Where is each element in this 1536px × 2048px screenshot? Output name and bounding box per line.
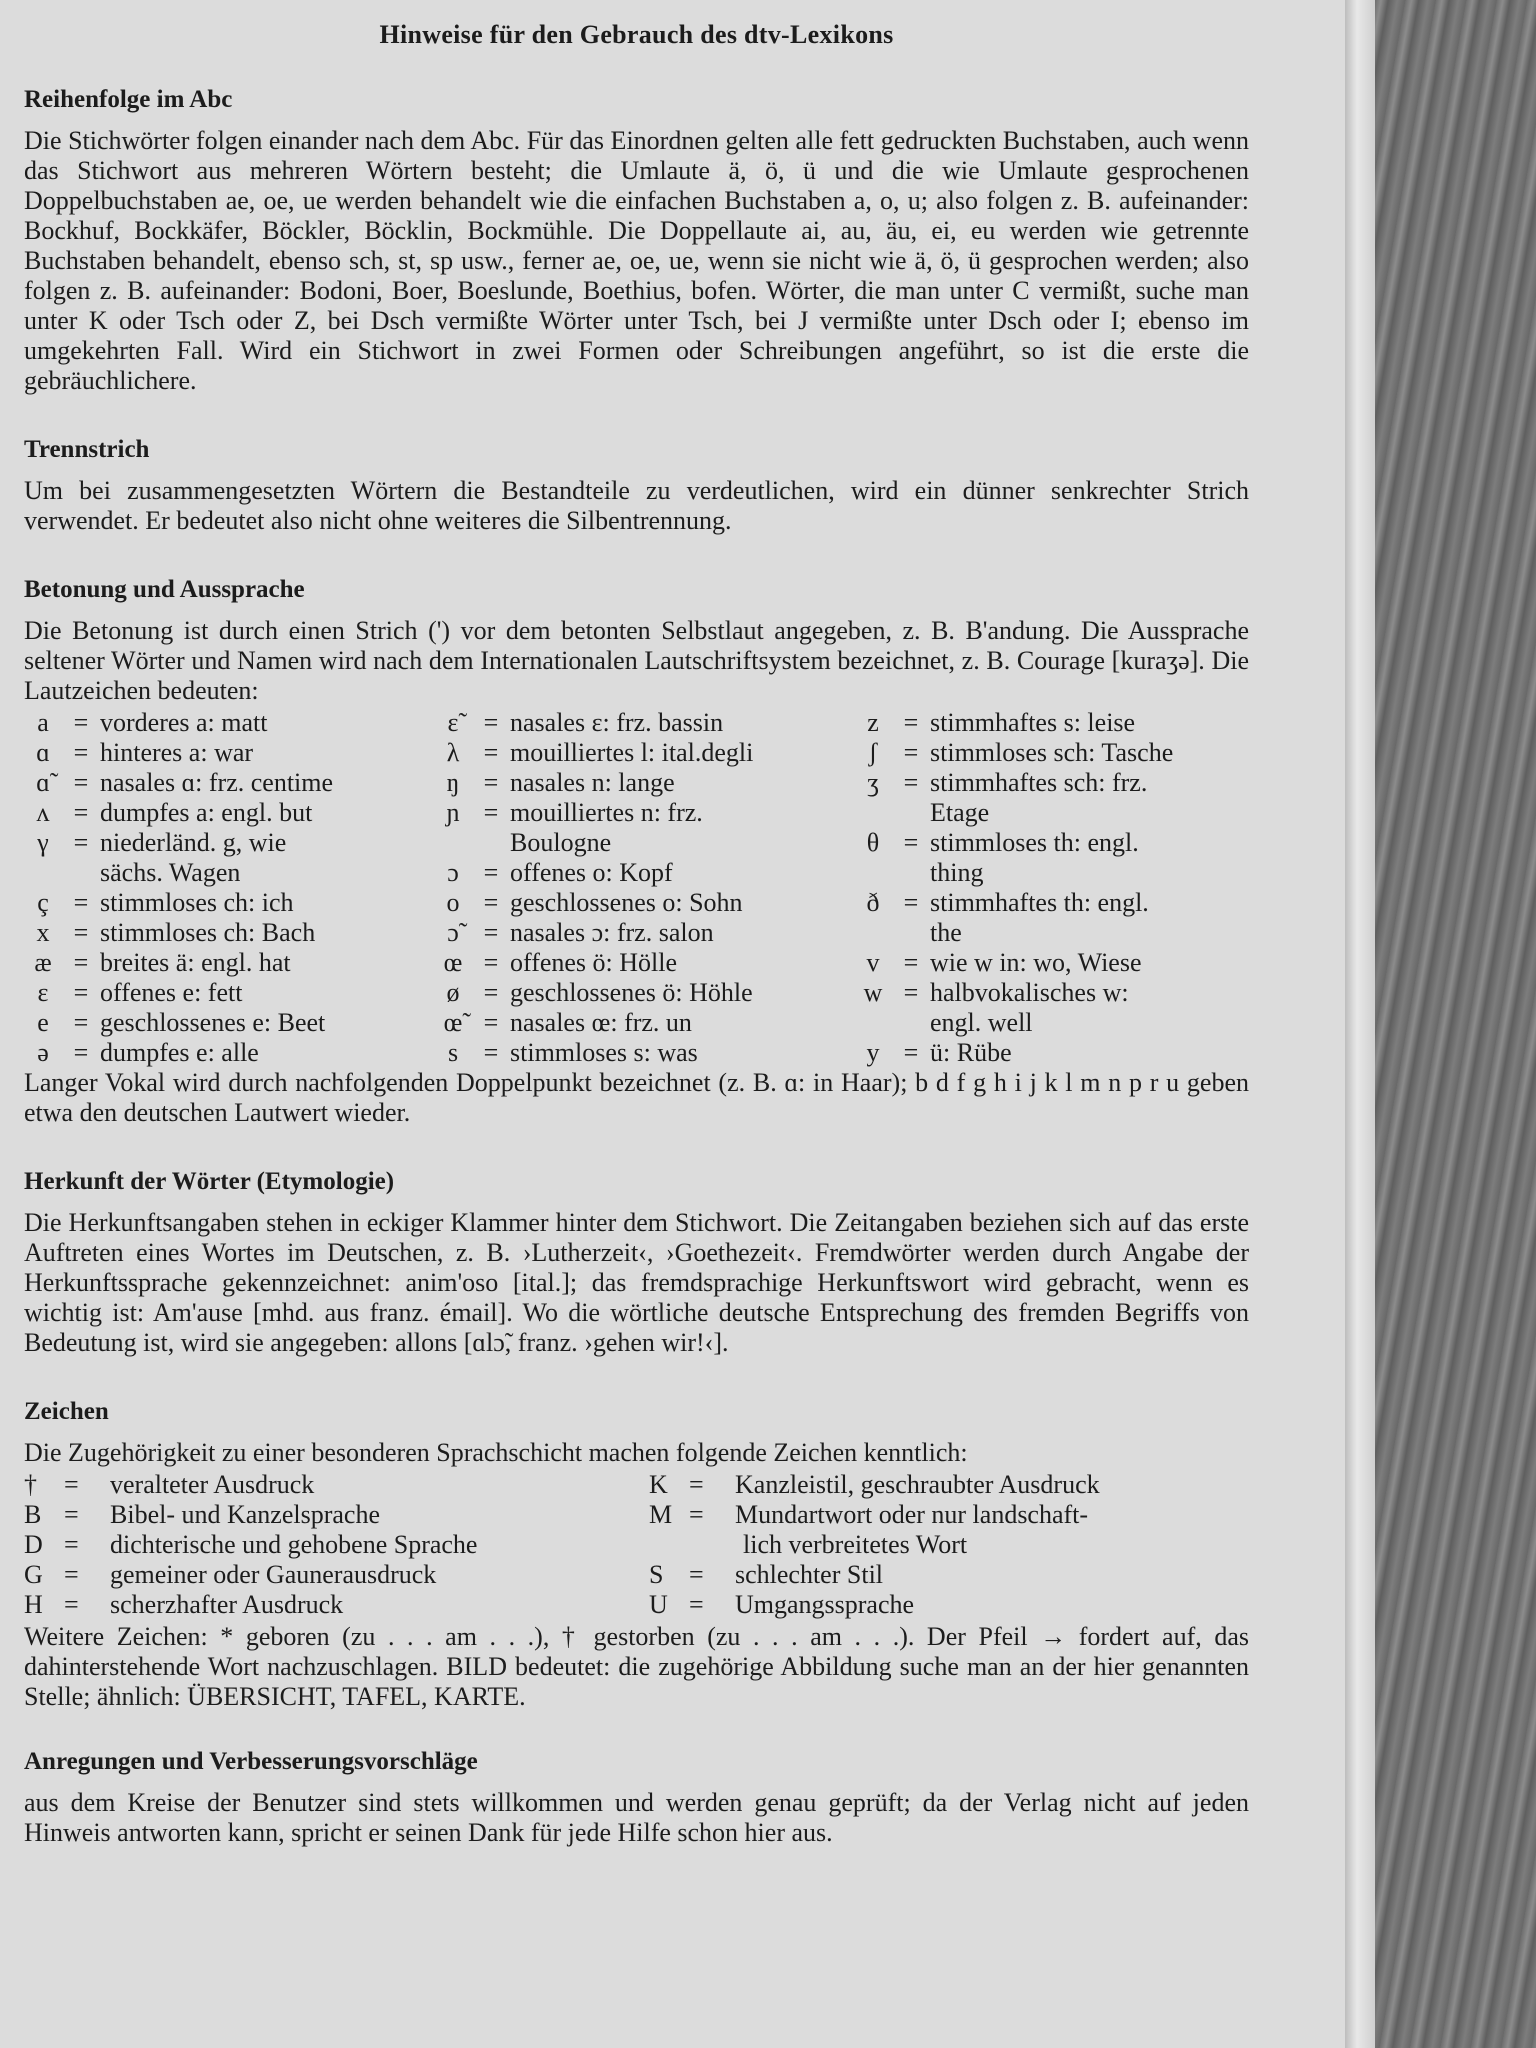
phonetic-description: stimmloses th: engl. xyxy=(930,828,1139,857)
equals-sign: = xyxy=(689,1470,704,1499)
phonetic-symbol: ɲ xyxy=(446,798,460,827)
phonetic-description: offenes ö: Hölle xyxy=(510,948,678,977)
equals-sign: = xyxy=(483,858,499,887)
equals-sign: = xyxy=(483,738,499,767)
equals-sign: = xyxy=(73,948,89,977)
phonetic-description: mouilliertes n: frz. xyxy=(510,798,703,827)
equals-sign: = xyxy=(73,978,89,1007)
phonetic-row xyxy=(434,768,854,798)
phonetic-symbol: ɔ̃ xyxy=(447,918,459,947)
equals-sign: = xyxy=(483,708,499,737)
phonetic-row xyxy=(24,948,434,978)
phonetic-description: geschlossenes ö: Höhle xyxy=(510,978,753,1007)
phonetic-description: stimmloses sch: Tasche xyxy=(930,738,1174,767)
phonetic-symbol: ð xyxy=(866,888,880,917)
zeichen-row xyxy=(24,1500,649,1530)
phonetic-row xyxy=(854,888,1249,918)
equals-sign: = xyxy=(483,768,499,797)
phonetic-symbol: γ xyxy=(37,828,49,857)
equals-sign: = xyxy=(689,1560,704,1589)
phonetic-row xyxy=(854,768,1249,798)
page-content xyxy=(24,14,1249,1888)
phonetic-description: offenes o: Kopf xyxy=(510,858,673,887)
phonetic-description: breites ä: engl. hat xyxy=(100,948,291,977)
zeichen-row xyxy=(24,1530,649,1560)
equals-sign: = xyxy=(73,1008,89,1037)
phonetic-row xyxy=(434,1038,854,1068)
equals-sign: = xyxy=(483,948,499,977)
phonetic-description: nasales ɛ: frz. bassin xyxy=(510,708,724,737)
phonetic-symbol: y xyxy=(866,1038,880,1067)
equals-sign: = xyxy=(903,828,919,857)
equals-sign: = xyxy=(64,1470,79,1499)
phonetic-symbol: ʌ xyxy=(36,798,50,827)
zeichen-description: Mundartwort oder nur landschaft- xyxy=(735,1500,1089,1529)
phonetic-symbol: v xyxy=(866,948,880,977)
section-zeichen xyxy=(24,1398,1249,1712)
zeichen-key: S xyxy=(649,1560,664,1589)
equals-sign: = xyxy=(73,1038,89,1067)
phonetic-symbol: ɔ xyxy=(447,858,459,887)
zeichen-description: Umgangssprache xyxy=(735,1590,915,1619)
phonetic-row xyxy=(854,828,1249,858)
section-text-trennstrich: Um bei zusammengesetzten Wörtern die Bestandteile zu verdeutlichen, wird ein dünner senkrechter Strich verwendet. Er bedeutet also nicht ohne weiteres die Silbentrennung. xyxy=(24,476,1249,535)
equals-sign: = xyxy=(689,1500,704,1529)
phonetic-symbol: x xyxy=(36,918,50,947)
phonetic-symbol: ɛ̃ xyxy=(447,708,459,737)
section-text-anregungen: aus dem Kreise der Benutzer sind stets willkommen und werden genau geprüft; da der Verlag nicht auf jeden Hinweis antworten kann, spricht er seinen Dank für jede Hilfe schon hier aus. xyxy=(24,1788,1249,1847)
phonetic-symbol: o xyxy=(446,888,460,917)
book-page-edge xyxy=(1345,0,1375,2048)
phonetic-description: halbvokalisches w: xyxy=(930,978,1129,1007)
phonetic-row xyxy=(24,738,434,768)
phonetic-symbol: z xyxy=(867,708,879,737)
zeichen-row xyxy=(649,1500,1249,1530)
zeichen-key: D xyxy=(24,1530,43,1559)
phonetic-symbol: ɑ xyxy=(36,738,50,767)
zeichen-key: † xyxy=(24,1470,37,1499)
phonetic-row xyxy=(434,798,854,828)
section-heading-betonung: Betonung und Aussprache xyxy=(24,576,305,603)
phonetic-description: hinteres a: war xyxy=(100,738,254,767)
phonetic-description: stimmhaftes sch: frz. xyxy=(930,768,1148,797)
equals-sign: = xyxy=(73,738,89,767)
phonetic-symbol: ʒ xyxy=(867,768,879,797)
zeichen-column xyxy=(649,1470,1249,1620)
phonetic-description: stimmloses s: was xyxy=(510,1038,698,1067)
phonetic-symbol: a xyxy=(37,708,49,737)
phonetic-column xyxy=(854,708,1249,1068)
phonetic-symbol: θ xyxy=(866,828,880,857)
zeichen-row xyxy=(24,1590,649,1620)
phonetic-row xyxy=(434,858,854,888)
phonetic-row xyxy=(854,858,1249,888)
phonetic-description: nasales n: lange xyxy=(510,768,675,797)
phonetic-description: mouilliertes l: ital.degli xyxy=(510,738,754,767)
phonetic-description: geschlossenes e: Beet xyxy=(100,1008,326,1037)
zeichen-description: gemeiner oder Gaunerausdruck xyxy=(110,1560,437,1589)
phonetic-table xyxy=(24,708,1249,1068)
phonetic-symbol: ə xyxy=(37,1038,49,1067)
phonetic-description: stimmhaftes th: engl. xyxy=(930,888,1149,917)
phonetic-row xyxy=(434,978,854,1008)
section-heading-anregungen: Anregungen und Verbesserungsvorschläge xyxy=(24,1748,478,1775)
phonetic-footer: Langer Vokal wird durch nachfolgenden Doppelpunkt bezeichnet (z. B. ɑ: in Haar); b d f g h i j k l m n p r u geben etwa den deutschen Lautwert wieder. xyxy=(24,1068,1249,1127)
phonetic-description: stimmhaftes s: leise xyxy=(930,708,1136,737)
zeichen-description: lich verbreitetes Wort xyxy=(743,1530,968,1559)
equals-sign: = xyxy=(903,948,919,977)
phonetic-row xyxy=(24,798,434,828)
phonetic-row xyxy=(24,828,434,858)
phonetic-row xyxy=(434,918,854,948)
phonetic-row xyxy=(854,1008,1249,1038)
section-text-betonung: Die Betonung ist durch einen Strich (') vor dem betonten Selbstlaut angegeben, z. B. B'andung. Die Aussprache seltener Wörter und Namen wird nach dem Internationalen Lautschriftsystem bezeichnet, z. B. Courage [kuraʒə]. Die Lautzeichen bedeuten: xyxy=(24,616,1249,705)
equals-sign: = xyxy=(903,768,919,797)
phonetic-symbol: œ xyxy=(443,948,463,977)
phonetic-description: dumpfes a: engl. but xyxy=(100,798,313,827)
phonetic-row xyxy=(854,978,1249,1008)
zeichen-description: dichterische und gehobene Sprache xyxy=(110,1530,478,1559)
equals-sign: = xyxy=(483,1038,499,1067)
phonetic-symbol: λ xyxy=(446,738,460,767)
phonetic-description: sächs. Wagen xyxy=(100,858,241,887)
zeichen-key: G xyxy=(24,1560,43,1589)
zeichen-row xyxy=(24,1470,649,1500)
equals-sign: = xyxy=(64,1560,79,1589)
phonetic-symbol: ç xyxy=(37,888,49,917)
phonetic-row xyxy=(24,1008,434,1038)
phonetic-symbol: ŋ xyxy=(446,768,460,797)
equals-sign: = xyxy=(483,918,499,947)
zeichen-description: schlechter Stil xyxy=(735,1560,884,1589)
equals-sign: = xyxy=(73,768,89,797)
equals-sign: = xyxy=(689,1590,704,1619)
equals-sign: = xyxy=(903,708,919,737)
equals-sign: = xyxy=(64,1590,79,1619)
section-betonung xyxy=(24,576,1249,1128)
wooden-background xyxy=(1375,0,1536,2048)
phonetic-symbol: e xyxy=(37,1008,49,1037)
section-heading-trennstrich: Trennstrich xyxy=(24,436,150,463)
phonetic-description: Etage xyxy=(930,798,990,827)
phonetic-description: stimmloses ch: ich xyxy=(100,888,294,917)
zeichen-row xyxy=(24,1560,649,1590)
zeichen-column xyxy=(24,1470,649,1620)
zeichen-key: K xyxy=(649,1470,668,1499)
equals-sign: = xyxy=(903,738,919,767)
phonetic-description: ü: Rübe xyxy=(930,1038,1012,1067)
phonetic-description: nasales ɑ: frz. centime xyxy=(100,768,334,797)
equals-sign: = xyxy=(73,798,89,827)
phonetic-row xyxy=(434,948,854,978)
equals-sign: = xyxy=(64,1530,79,1559)
phonetic-column xyxy=(24,708,434,1068)
zeichen-table xyxy=(24,1470,1249,1620)
zeichen-description: veralteter Ausdruck xyxy=(110,1470,315,1499)
phonetic-description: the xyxy=(930,918,962,947)
phonetic-row xyxy=(854,798,1249,828)
zeichen-footer: Weitere Zeichen: * geboren (zu . . . am . . .), † gestorben (zu . . . am . . .). Der Pfeil → fordert auf, das dahinterstehende Wort nachzuschlagen. BILD bedeutet: die zugehörige Abbildung suche man an der hier genannten Stelle; ähnlich: ÜBERSICHT, TAFEL, KARTE. xyxy=(24,1622,1249,1711)
phonetic-row xyxy=(24,1038,434,1068)
zeichen-key: H xyxy=(24,1590,43,1619)
equals-sign: = xyxy=(903,978,919,1007)
zeichen-description: scherzhafter Ausdruck xyxy=(110,1590,344,1619)
section-text-herkunft: Die Herkunftsangaben stehen in eckiger Klammer hinter dem Stichwort. Die Zeitangaben beziehen sich auf das erste Auftreten eines Wortes im Deutschen, z. B. ›Lutherzeit‹, ›Goethezeit‹. Fremdwörter werden durch Angabe der Herkunftssprache gekennzeichnet: anim'oso [ital.]; das fremdsprachige Herkunftswort wird gebracht, wenn es wichtig ist: Am'ause [mhd. aus franz. émail]. Wo die wörtliche deutsche Entsprechung des fremden Begriffs von Bedeutung ist, wird sie angegeben: allons [ɑlɔ̃, franz. ›gehen wir!‹]. xyxy=(24,1208,1249,1357)
phonetic-description: engl. well xyxy=(930,1008,1033,1037)
equals-sign: = xyxy=(483,888,499,917)
zeichen-intro: Die Zugehörigkeit zu einer besonderen Sprachschicht machen folgende Zeichen kenntlich: xyxy=(24,1438,968,1467)
phonetic-row xyxy=(854,708,1249,738)
phonetic-description: geschlossenes o: Sohn xyxy=(510,888,743,917)
section-heading-herkunft: Herkunft der Wörter (Etymologie) xyxy=(24,1168,395,1195)
equals-sign: = xyxy=(73,708,89,737)
phonetic-symbol: ʃ xyxy=(868,738,878,767)
phonetic-description: niederländ. g, wie xyxy=(100,828,287,857)
phonetic-row xyxy=(24,888,434,918)
phonetic-symbol: s xyxy=(447,1038,459,1067)
phonetic-row xyxy=(854,738,1249,768)
equals-sign: = xyxy=(483,798,499,827)
phonetic-column xyxy=(434,708,854,1068)
phonetic-row xyxy=(24,858,434,888)
phonetic-symbol: ø xyxy=(446,978,460,1007)
phonetic-description: wie w in: wo, Wiese xyxy=(930,948,1142,977)
phonetic-row xyxy=(24,708,434,738)
phonetic-symbol: æ xyxy=(34,948,52,977)
zeichen-key: M xyxy=(649,1500,673,1529)
equals-sign: = xyxy=(73,828,89,857)
phonetic-symbol: ɑ̃ xyxy=(36,768,50,797)
equals-sign: = xyxy=(73,888,89,917)
phonetic-row xyxy=(854,948,1249,978)
equals-sign: = xyxy=(73,918,89,947)
zeichen-row xyxy=(649,1560,1249,1590)
equals-sign: = xyxy=(903,1038,919,1067)
phonetic-symbol: ɛ xyxy=(37,978,49,1007)
phonetic-description: nasales ɔ: frz. salon xyxy=(510,918,714,947)
equals-sign: = xyxy=(483,978,499,1007)
zeichen-description: Bibel- und Kanzelsprache xyxy=(110,1500,381,1529)
section-trennstrich xyxy=(24,436,1249,536)
zeichen-key: U xyxy=(649,1590,668,1619)
phonetic-row xyxy=(434,888,854,918)
equals-sign: = xyxy=(483,1008,499,1037)
phonetic-row xyxy=(434,738,854,768)
phonetic-description: stimmloses ch: Bach xyxy=(100,918,316,947)
equals-sign: = xyxy=(903,888,919,917)
section-heading-abc: Reihenfolge im Abc xyxy=(24,86,233,113)
phonetic-row xyxy=(854,1038,1249,1068)
zeichen-row xyxy=(649,1590,1249,1620)
zeichen-key: B xyxy=(24,1500,42,1529)
phonetic-symbol: w xyxy=(863,978,883,1007)
phonetic-row xyxy=(24,768,434,798)
zeichen-description: Kanzleistil, geschraubter Ausdruck xyxy=(735,1470,1100,1499)
phonetic-row xyxy=(854,918,1249,948)
zeichen-row xyxy=(649,1470,1249,1500)
phonetic-row xyxy=(24,918,434,948)
phonetic-row xyxy=(24,978,434,1008)
phonetic-row xyxy=(434,1008,854,1038)
section-herkunft xyxy=(24,1168,1249,1358)
phonetic-description: Boulogne xyxy=(510,828,612,857)
section-anregungen xyxy=(24,1748,1249,1848)
phonetic-description: dumpfes e: alle xyxy=(100,1038,259,1067)
zeichen-row xyxy=(649,1530,1249,1560)
phonetic-description: nasales œ: frz. un xyxy=(510,1008,692,1037)
phonetic-symbol: œ̃ xyxy=(443,1008,463,1037)
section-text-abc: Die Stichwörter folgen einander nach dem Abc. Für das Einordnen gelten alle fett gedruckten Buchstaben, auch wenn das Stichwort aus mehreren Wörtern besteht; die Umlaute ä, ö, ü und die wie Umlaute gesprochenen Doppelbuchstaben ae, oe, ue werden behandelt wie die einfachen Buchstaben a, o, u; also folgen z. B. aufeinander: Bockhuf, Bockkäfer, Böckler, Böcklin, Bockmühle. Die Doppellaute ai, au, äu, ei, eu werden wie getrennte Buchstaben behandelt, ebenso sch, st, sp usw., ferner ae, oe, ue, wenn sie nicht wie ä, ö, ü gesprochen werden; also folgen z. B. aufeinander: Bodoni, Boer, Boeslunde, Boethius, bofen. Wörter, die man unter C vermißt, suche man unter K oder Tsch oder Z, bei Dsch vermißte Wörter unter Tsch, bei J vermißte unter Dsch oder I; ebenso im umgekehrten Fall. Wird ein Stichwort in zwei Formen oder Schreibungen angeführt, so ist die erste die gebräuchlichere. xyxy=(24,126,1249,395)
equals-sign: = xyxy=(64,1500,79,1529)
phonetic-row xyxy=(434,708,854,738)
page-title: Hinweise für den Gebrauch des dtv-Lexikons xyxy=(379,20,894,49)
section-abc xyxy=(24,86,1249,396)
phonetic-description: thing xyxy=(930,858,984,887)
phonetic-description: vorderes a: matt xyxy=(100,708,268,737)
section-heading-zeichen: Zeichen xyxy=(24,1398,109,1425)
phonetic-description: offenes e: fett xyxy=(100,978,243,1007)
phonetic-row xyxy=(434,828,854,858)
